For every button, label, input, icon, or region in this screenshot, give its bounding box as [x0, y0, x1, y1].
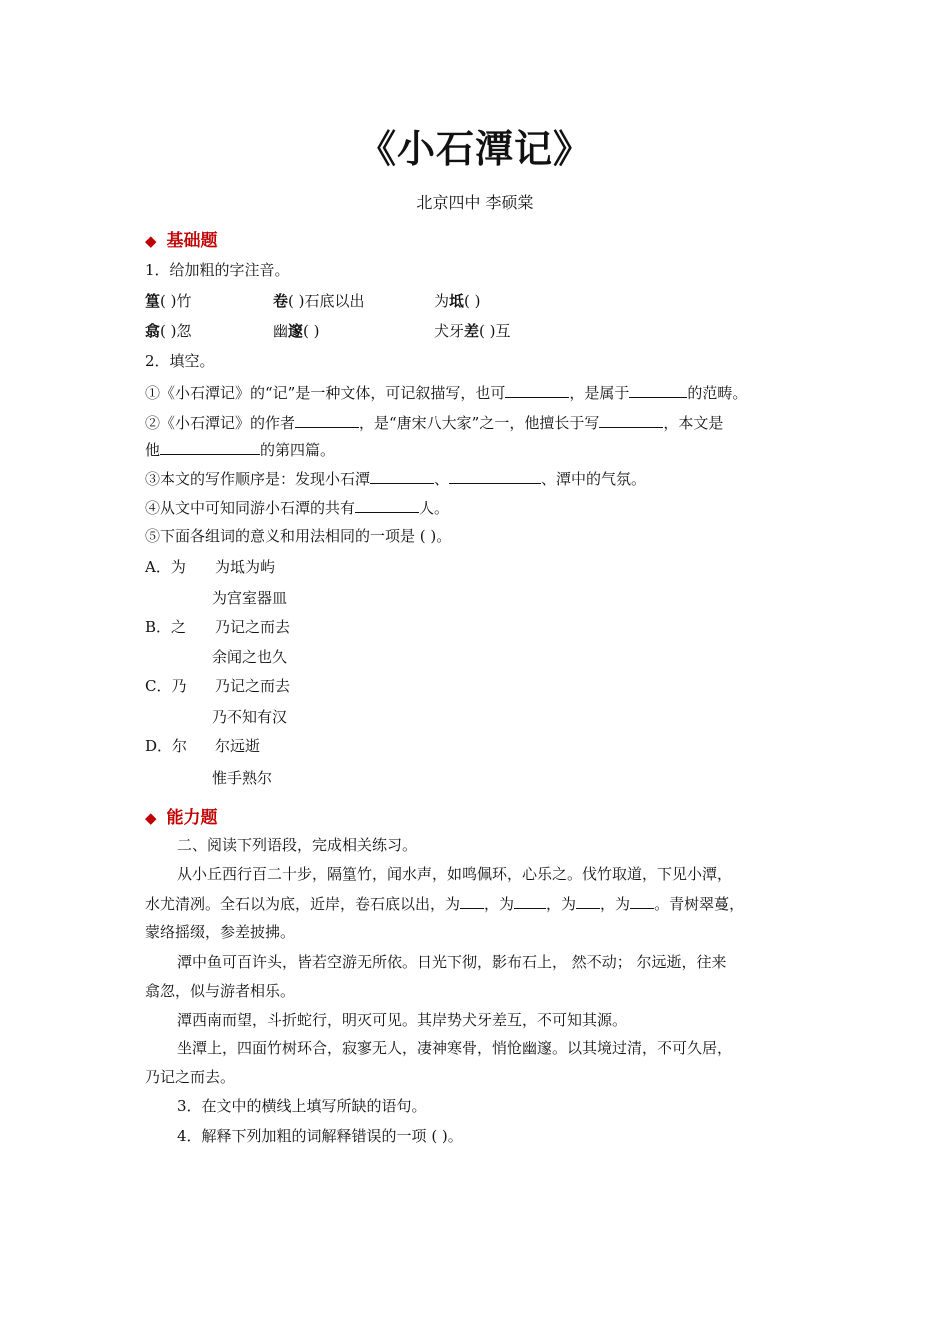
passage-intro: 二、阅读下列语段，完成相关练习。: [177, 836, 418, 854]
option-text: 余闻之也久: [212, 648, 288, 666]
option-label: D．尔: [145, 737, 188, 755]
passage-line: 乃记之而去。: [145, 1068, 236, 1086]
pinyin-item: 为坻( ): [434, 292, 481, 310]
fill-3: ③本文的写作顺序是：发现小石潭 、 、潭中的气氛。: [145, 470, 647, 488]
answer-blank[interactable]: [629, 382, 687, 398]
answer-blank[interactable]: [449, 468, 541, 484]
passage-line: 坐潭上，四面竹树环合，寂寥无人，凄神寒骨，悄怆幽邃。以其境过清，不可久居，: [177, 1039, 733, 1057]
pinyin-item: 篁( )竹: [145, 292, 192, 310]
passage-line: 水尤清冽。全石以为底，近岸，卷石底以出，为 ，为 ，为 ，为 。青树翠蔓，: [145, 895, 745, 913]
section-ability: [145, 803, 218, 828]
passage-line: 蒙络摇缀，参差披拂。: [145, 923, 296, 941]
answer-blank[interactable]: [295, 412, 359, 428]
option-text: 为宫室器皿: [212, 589, 288, 607]
section-basic-title: 基础题: [166, 231, 218, 251]
answer-blank[interactable]: [505, 382, 569, 398]
option-text: 惟手熟尔: [212, 769, 273, 787]
question-3: 3．在文中的横线上填写所缺的语句。: [177, 1097, 427, 1115]
passage-line: 从小丘西行百二十步，隔篁竹，闻水声，如鸣佩环，心乐之。伐竹取道，下见小潭，: [177, 865, 733, 883]
fill-5: ⑤下面各组词的意义和用法相同的一项是 ( )。: [145, 527, 452, 545]
passage-line: 潭中鱼可百许头，皆若空游无所依。日光下彻，影布石上， 然不动； 尔远逝，往来: [177, 953, 727, 971]
diamond-icon: ◆: [145, 232, 157, 250]
option-label: B．之: [145, 618, 187, 636]
answer-blank[interactable]: [630, 893, 654, 909]
section-ability-title: 能力题: [166, 808, 218, 828]
question-4: 4．解释下列加粗的词解释错误的一项 ( )。: [177, 1127, 463, 1145]
answer-blank[interactable]: [460, 893, 484, 909]
pinyin-item: 幽邃( ): [273, 322, 320, 340]
pinyin-item: 翕( )忽: [145, 322, 192, 340]
pinyin-item: 犬牙差( )互: [434, 322, 511, 340]
answer-blank[interactable]: [355, 497, 419, 513]
answer-blank[interactable]: [514, 893, 546, 909]
answer-blank[interactable]: [576, 893, 600, 909]
passage-line: 翕忽，似与游者相乐。: [145, 982, 296, 1000]
question-1: 1．给加粗的字注音。: [145, 261, 290, 279]
option-label: A．为: [145, 558, 186, 576]
fill-1: ①《小石潭记》的“记”是一种文体，可记叙描写，也可 ，是属于 的范畴。: [145, 384, 748, 402]
fill-2: ②《小石潭记》的作者 ，是“唐宋八大家”之一，他擅长于写 ，本文是: [145, 414, 724, 432]
option-text: 乃不知有汉: [212, 708, 288, 726]
fill-4: ④从文中可知同游小石潭的共有 人。: [145, 499, 450, 517]
fill-2-cont: 他 的第四篇。: [145, 441, 336, 459]
author-line: 北京四中 李硕棠: [416, 193, 534, 212]
option-text: 尔远逝: [215, 737, 261, 755]
pinyin-item: 卷( )石底以出: [273, 292, 365, 310]
option-text: 乃记之而去: [215, 677, 291, 695]
option-text: 乃记之而去: [215, 618, 291, 636]
diamond-icon: ◆: [145, 809, 157, 827]
passage-line: 潭西南而望，斗折蛇行，明灭可见。其岸势犬牙差互，不可知其源。: [177, 1011, 628, 1029]
answer-blank[interactable]: [599, 412, 663, 428]
answer-blank[interactable]: [160, 439, 260, 455]
answer-blank[interactable]: [370, 468, 434, 484]
question-2: 2．填空。: [145, 352, 215, 370]
page-title: 《小石潭记》: [357, 126, 592, 171]
option-label: C．乃: [145, 677, 187, 695]
section-basic: [145, 226, 218, 251]
option-text: 为坻为屿: [215, 558, 276, 576]
